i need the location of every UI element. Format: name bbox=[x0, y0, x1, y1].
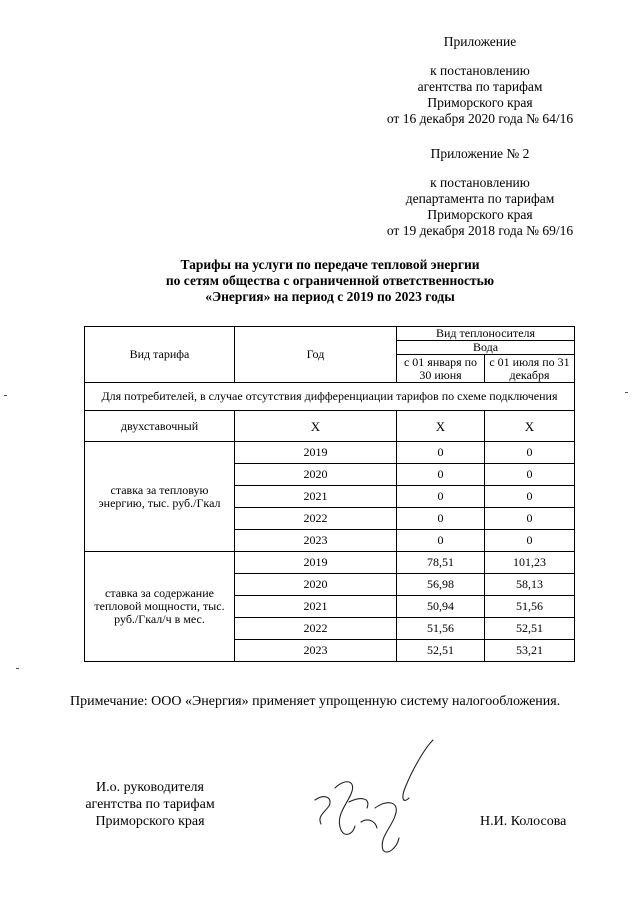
scan-mark bbox=[16, 668, 19, 669]
two-part-v2: Х bbox=[485, 411, 575, 442]
appendix-1-line: агентства по тарифам bbox=[417, 79, 543, 94]
position-line: И.о. руководителя bbox=[95, 780, 204, 795]
capacity-year: 2023 bbox=[235, 640, 397, 662]
title-line: по сетям общества с ограниченной ответственностью bbox=[165, 273, 495, 288]
header-carrier: Вид теплоносителя bbox=[397, 327, 575, 341]
appendix-2-title: Приложение № 2 bbox=[430, 146, 530, 161]
appendix-2-line: Приморского края bbox=[427, 207, 533, 222]
energy-v2: 0 bbox=[485, 486, 575, 508]
capacity-year: 2020 bbox=[235, 574, 397, 596]
two-part-year: Х bbox=[235, 411, 397, 442]
capacity-v1: 52,51 bbox=[397, 640, 485, 662]
appendix-2-line: от 19 декабря 2018 года № 69/16 bbox=[386, 223, 574, 238]
energy-year: 2023 bbox=[235, 530, 397, 552]
signatory-name: Н.И. Колосова bbox=[480, 814, 567, 829]
capacity-v1: 56,98 bbox=[397, 574, 485, 596]
header-year: Год bbox=[235, 327, 397, 383]
energy-v2: 0 bbox=[485, 530, 575, 552]
appendix-2-line: к постановлению bbox=[430, 175, 530, 190]
handwritten-signature bbox=[305, 738, 445, 858]
position-line: Приморского края bbox=[95, 814, 205, 829]
energy-v1: 0 bbox=[397, 442, 485, 464]
document-title bbox=[80, 257, 580, 305]
capacity-v1: 50,94 bbox=[397, 596, 485, 618]
energy-v2: 0 bbox=[485, 464, 575, 486]
energy-v1: 0 bbox=[397, 464, 485, 486]
energy-v1: 0 bbox=[397, 530, 485, 552]
energy-v1: 0 bbox=[397, 508, 485, 530]
capacity-year: 2021 bbox=[235, 596, 397, 618]
capacity-v2: 52,51 bbox=[485, 618, 575, 640]
scan-mark bbox=[625, 392, 628, 393]
capacity-v1: 51,56 bbox=[397, 618, 485, 640]
energy-v1: 0 bbox=[397, 486, 485, 508]
two-part-label: двухставочный bbox=[85, 411, 235, 442]
appendix-1-line: к постановлению bbox=[430, 63, 530, 78]
appendix-1-title: Приложение bbox=[443, 34, 517, 49]
header-tariff-type: Вид тарифа bbox=[85, 327, 235, 383]
capacity-v2: 58,13 bbox=[485, 574, 575, 596]
capacity-rate-label: ставка за содержание тепловой мощности, тыс. руб./Гкал/ч в мес. bbox=[85, 552, 235, 662]
section-header: Для потребителей, в случае отсутствия дифференциации тарифов по схеме подключения bbox=[85, 383, 575, 411]
appendix-2-block bbox=[360, 146, 600, 239]
tariff-table bbox=[84, 326, 575, 662]
header-jan-jun: с 01 января по 30 июня bbox=[397, 355, 485, 383]
appendix-2-line: департамента по тарифам bbox=[405, 191, 555, 206]
header-water: Вода bbox=[397, 341, 575, 355]
appendix-1-line: Приморского края bbox=[427, 95, 533, 110]
title-line: «Энергия» на период с 2019 по 2023 годы bbox=[205, 289, 455, 304]
energy-v2: 0 bbox=[485, 508, 575, 530]
capacity-v2: 101,23 bbox=[485, 552, 575, 574]
energy-rate-label: ставка за тепловую энергию, тыс. руб./Гкал bbox=[85, 442, 235, 552]
note-text: Примечание: ООО «Энергия» применяет упрощенную систему налогообложения. bbox=[70, 694, 561, 709]
two-part-v1: Х bbox=[397, 411, 485, 442]
title-line: Тарифы на услуги по передаче тепловой энергии bbox=[180, 257, 480, 272]
energy-year: 2022 bbox=[235, 508, 397, 530]
capacity-v2: 51,56 bbox=[485, 596, 575, 618]
capacity-v1: 78,51 bbox=[397, 552, 485, 574]
header-jul-dec: с 01 июля по 31 декабря bbox=[485, 355, 575, 383]
capacity-v2: 53,21 bbox=[485, 640, 575, 662]
capacity-year: 2022 bbox=[235, 618, 397, 640]
energy-v2: 0 bbox=[485, 442, 575, 464]
energy-year: 2020 bbox=[235, 464, 397, 486]
capacity-year: 2019 bbox=[235, 552, 397, 574]
appendix-1-line: от 16 декабря 2020 года № 64/16 bbox=[386, 111, 574, 126]
signatory-position bbox=[70, 779, 230, 830]
appendix-1-block bbox=[360, 34, 600, 127]
energy-year: 2021 bbox=[235, 486, 397, 508]
energy-year: 2019 bbox=[235, 442, 397, 464]
scan-mark bbox=[4, 395, 7, 396]
position-line: агентства по тарифам bbox=[85, 797, 215, 812]
